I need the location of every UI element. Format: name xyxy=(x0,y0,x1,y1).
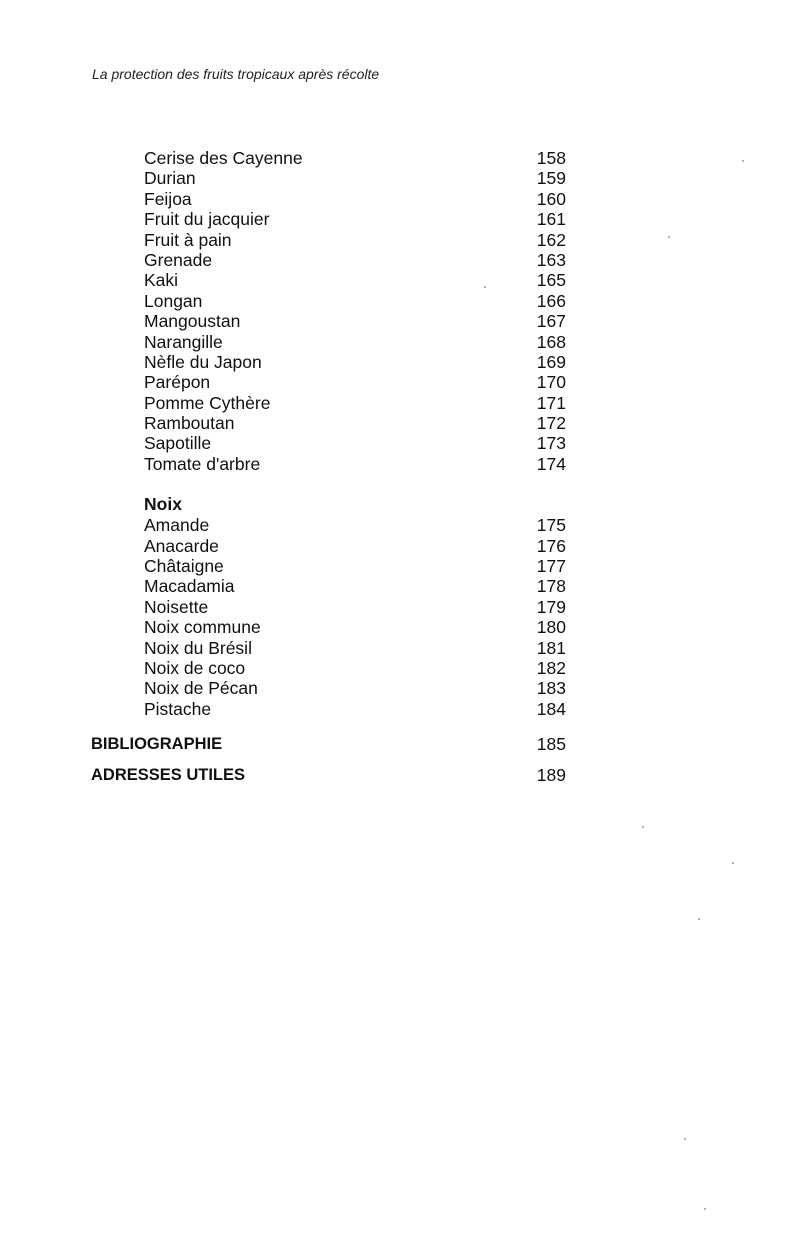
toc-entry-page: 170 xyxy=(536,372,566,393)
toc-entry-page: 174 xyxy=(536,453,566,474)
toc-entry-label: Amande xyxy=(144,515,210,536)
toc-entry-page: 171 xyxy=(536,392,566,413)
toc-entry-adresses-utiles[interactable] xyxy=(0,760,800,791)
table-of-contents xyxy=(0,148,800,791)
toc-entry-label: Kaki xyxy=(144,270,179,291)
toc-entry[interactable] xyxy=(0,291,800,311)
scan-speck xyxy=(642,826,644,828)
toc-entry-page: 182 xyxy=(536,657,566,678)
toc-entry-page: 183 xyxy=(536,678,566,699)
toc-entry-label: Pomme Cythère xyxy=(144,392,271,413)
toc-entry-page: 159 xyxy=(536,168,566,189)
toc-entry-label: Mangoustan xyxy=(144,311,241,332)
section-heading-noix: Noix xyxy=(144,494,182,515)
toc-entry[interactable] xyxy=(0,168,800,188)
toc-entry[interactable] xyxy=(0,209,800,229)
toc-entry-label: Ramboutan xyxy=(144,413,235,434)
toc-entry-label: Sapotille xyxy=(144,433,212,454)
toc-entry[interactable] xyxy=(0,332,800,352)
toc-entry-page: 176 xyxy=(536,535,566,556)
toc-entry-label: Noix commune xyxy=(144,617,261,638)
toc-entry[interactable] xyxy=(0,189,800,209)
toc-entry-page: 166 xyxy=(536,290,566,311)
scan-speck xyxy=(668,236,670,238)
toc-entry-page: 180 xyxy=(536,617,566,638)
toc-entry-page: 184 xyxy=(536,698,566,719)
toc-entry-page: 179 xyxy=(536,596,566,617)
toc-entry[interactable] xyxy=(0,515,800,535)
toc-entry-page: 167 xyxy=(536,311,566,332)
toc-entry[interactable] xyxy=(0,352,800,372)
toc-entry[interactable] xyxy=(0,393,800,413)
toc-entry[interactable] xyxy=(0,270,800,290)
toc-entry-page: 178 xyxy=(536,576,566,597)
toc-entry-label: Fruit à pain xyxy=(144,229,232,250)
toc-entry-page: 163 xyxy=(536,249,566,270)
toc-entry-page: 165 xyxy=(536,270,566,291)
toc-entry-label: Feijoa xyxy=(144,188,192,209)
toc-entry[interactable] xyxy=(0,230,800,250)
toc-entry-page: 177 xyxy=(536,556,566,577)
toc-entry-page: 162 xyxy=(536,229,566,250)
fruits-list xyxy=(0,148,800,474)
toc-entry[interactable] xyxy=(0,454,800,474)
toc-entry-label: Nèfle du Japon xyxy=(144,351,262,372)
toc-entry-label: BIBLIOGRAPHIE xyxy=(91,735,223,754)
toc-entry[interactable] xyxy=(0,638,800,658)
toc-entry-label: Longan xyxy=(144,290,203,311)
toc-entry-bibliographie[interactable] xyxy=(0,729,800,760)
toc-entry-page: 161 xyxy=(536,209,566,230)
toc-entry-label: Parépon xyxy=(144,372,211,393)
toc-entry[interactable] xyxy=(0,678,800,698)
toc-entry[interactable] xyxy=(0,311,800,331)
running-title: La protection des fruits tropicaux après récolte xyxy=(92,66,380,82)
scan-speck xyxy=(698,918,700,920)
toc-entry[interactable] xyxy=(0,699,800,719)
scan-speck xyxy=(704,1208,706,1210)
toc-entry[interactable] xyxy=(0,250,800,270)
toc-entry-label: Narangille xyxy=(144,331,223,352)
toc-entry-page: 158 xyxy=(536,148,566,168)
toc-entry-label: Pistache xyxy=(144,698,212,719)
toc-entry[interactable] xyxy=(0,433,800,453)
toc-entry-label: ADRESSES UTILES xyxy=(91,766,246,785)
toc-entry-label: Grenade xyxy=(144,249,213,270)
scan-speck xyxy=(484,286,486,288)
toc-entry[interactable] xyxy=(0,556,800,576)
toc-entry[interactable] xyxy=(0,148,800,168)
toc-entry-label: Noix du Brésil xyxy=(144,637,252,658)
toc-entry[interactable] xyxy=(0,536,800,556)
toc-entry-label: Noix de Pécan xyxy=(144,678,258,699)
toc-entry-label: Durian xyxy=(144,168,196,189)
toc-entry[interactable] xyxy=(0,658,800,678)
noix-list xyxy=(0,515,800,719)
toc-entry[interactable] xyxy=(0,372,800,392)
toc-entry-page: 181 xyxy=(536,637,566,658)
toc-entry-label: Noix de coco xyxy=(144,657,246,678)
toc-entry-page: 168 xyxy=(536,331,566,352)
toc-entry-label: Macadamia xyxy=(144,576,235,597)
toc-entry[interactable] xyxy=(0,597,800,617)
toc-entry-label: Anacarde xyxy=(144,535,219,556)
toc-entry-label: Châtaigne xyxy=(144,556,224,577)
scan-speck xyxy=(742,160,744,162)
toc-entry-label: Tomate d'arbre xyxy=(144,453,261,474)
toc-entry-page: 185 xyxy=(536,734,566,755)
scan-speck xyxy=(684,1138,686,1140)
toc-entry[interactable] xyxy=(0,413,800,433)
toc-entry-label: Fruit du jacquier xyxy=(144,209,270,230)
toc-entry-page: 175 xyxy=(536,515,566,536)
toc-entry[interactable] xyxy=(0,576,800,596)
toc-entry-page: 189 xyxy=(536,765,566,786)
toc-entry-page: 169 xyxy=(536,351,566,372)
toc-entry-label: Noisette xyxy=(144,596,209,617)
toc-entry-page: 172 xyxy=(536,413,566,434)
scan-speck xyxy=(732,862,734,864)
toc-entry-label: Cerise des Cayenne xyxy=(144,148,303,168)
toc-entry-page: 173 xyxy=(536,433,566,454)
toc-entry[interactable] xyxy=(0,617,800,637)
toc-entry-page: 160 xyxy=(536,188,566,209)
